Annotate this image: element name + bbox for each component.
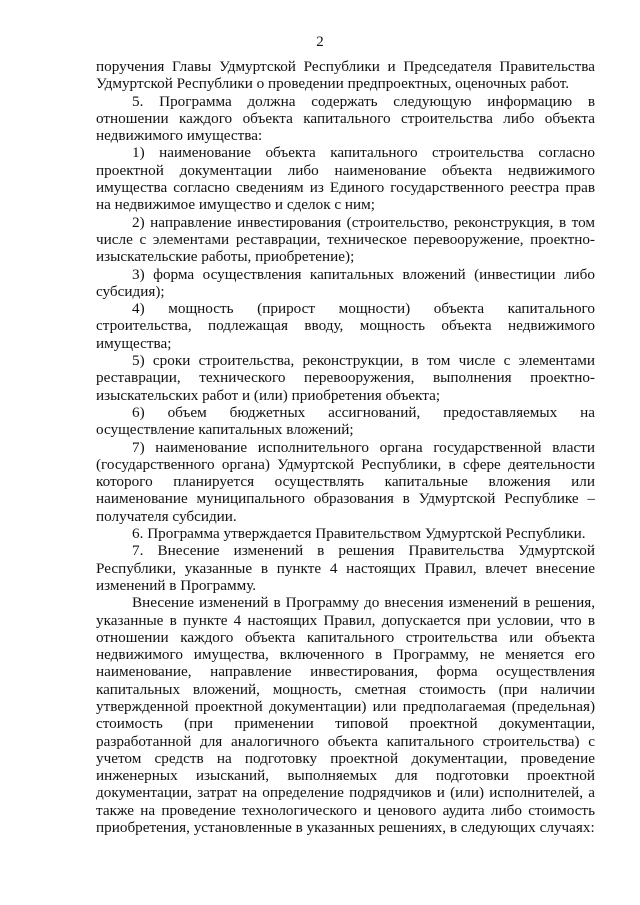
paragraph-subitem-5: 5) сроки строительства, реконструкции, в том числе с элементами реставрации, технического перевооружения, выполнения проектно-изыскательских работ и (или) приобретения объекта;: [96, 352, 595, 404]
paragraph-item-7: 7. Внесение изменений в решения Правительства Удмуртской Республики, указанные в пункте 4 настоящих Правил, влечет внесение изменений в Программу.: [96, 542, 595, 594]
paragraph-item-6: 6. Программа утверждается Правительством Удмуртской Республики.: [132, 525, 586, 543]
paragraph-subitem-4: 4) мощность (прирост мощности) объекта капитального строительства, подлежащая вводу, мощность объекта недвижимого имущества;: [96, 300, 595, 352]
paragraph-subitem-7: 7) наименование исполнительного органа государственной власти (государственного органа) Удмуртской Республики, в сфере деятельности которого планируется осуществлять капитальные вложения или наименование муниципального образования в Удмуртской Республике – получателя субсидии.: [96, 438, 595, 525]
paragraph-continuation: поручения Главы Удмуртской Республики и Председателя Правительства Удмуртской Республики о проведении предпроектных, оценочных работ.: [96, 58, 595, 93]
page-number: 2: [316, 34, 324, 50]
document-body: [96, 58, 595, 836]
paragraph-subitem-6: 6) объем бюджетных ассигнований, предоставляемых на осуществление капитальных вложений;: [96, 403, 595, 439]
paragraph-subitem-2: 2) направление инвестирования (строительство, реконструкция, в том числе с элементами реставрации, техническое перевооружение, проектно-изыскательские работы, приобретение);: [96, 213, 595, 266]
paragraph-amendment-conditions: Внесение изменений в Программу до внесения изменений в решения, указанные в пункте 4 настоящих Правил, допускается при условии, что в отношении каждого объекта капитального строительства или объекта недвижимого имущества, включенного в Программу, не меняется его наименование, направление инвестирования, форма осуществления капитальных вложений, мощность, сметная стоимость (при наличии утвержденной проектной документации) или предполагаемая (предельная) стоимость (при применении типовой проектной документации, разработанной для аналогичного объекта капитального строительства) с учетом средств на подготовку проектной документации, проведение инженерных изысканий, выполняемых для подготовки проектной документации, затрат на определение подрядчиков и (или) исполнителей, а также на проведение технологического и ценового аудита либо стоимость приобретения, установленные в указанных решениях, в следующих случаях:: [96, 594, 595, 837]
paragraph-item-5: 5. Программа должна содержать следующую информацию в отношении каждого объекта капитального строительства либо объекта недвижимого имущества:: [96, 92, 595, 145]
paragraph-subitem-3: 3) форма осуществления капитальных вложений (инвестиции либо субсидия);: [96, 265, 595, 300]
paragraph-subitem-1: 1) наименование объекта капитального строительства согласно проектной документации либо наименование объекта недвижимого имущества согласно сведениям из Единого государственного реестра прав на недвижимое имущество и сделок с ним;: [96, 144, 595, 214]
